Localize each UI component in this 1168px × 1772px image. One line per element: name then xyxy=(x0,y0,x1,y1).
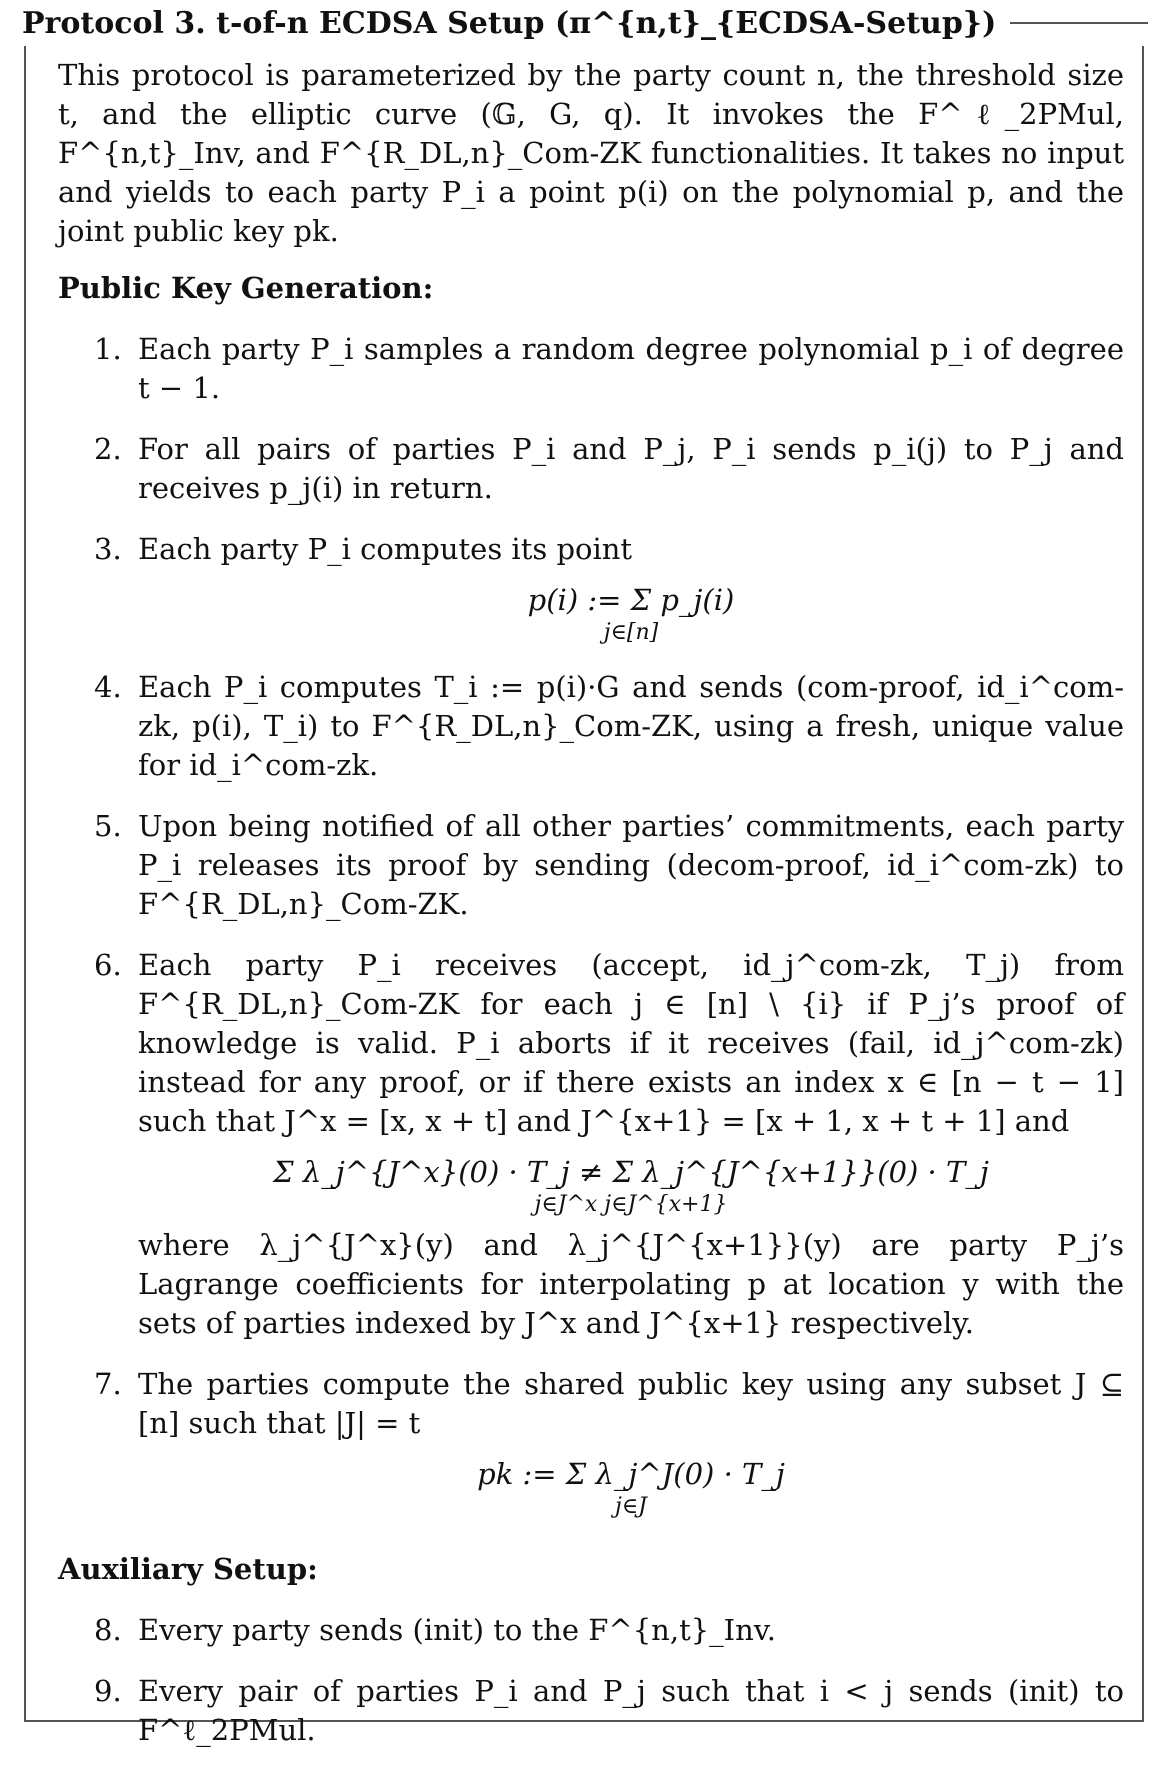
equation-public-key xyxy=(138,1455,1124,1520)
step-number: 9. xyxy=(94,1674,122,1708)
intro-paragraph: This protocol is parameterized by the party count n, the threshold size t, and the elliptic curve (𝔾, G, q). It invokes the F^ℓ_2PMul, F^{n,t}_Inv, and F^{R_DL,n}_Com-ZK functionalities. It takes no input and yields to each party P_i a point p(i) on the polynomial p, and the joint public key pk. xyxy=(58,58,1124,248)
equation: Σ λ_j^{J^x}(0) · T_j ≠ Σ λ_j^{J^{x+1}}(0) · T_j xyxy=(273,1155,989,1189)
equation: pk := Σ λ_j^J(0) · T_j xyxy=(477,1457,785,1491)
step-text: The parties compute the shared public key using any subset J ⊆ [n] such that |J| = t xyxy=(138,1367,1124,1440)
step-4 xyxy=(58,668,1124,785)
step-number: 5. xyxy=(94,809,122,843)
protocol-title: Protocol 3. t-of-n ECDSA Setup (π^{n,t}_{ECDSA-Setup}) xyxy=(22,6,1010,41)
title-rule xyxy=(1010,22,1148,24)
summation-index: j∈J^x j∈J^{x+1} xyxy=(534,1192,728,1217)
equation-lagrange-check xyxy=(138,1153,1124,1218)
summation-index: j∈[n] xyxy=(603,620,659,645)
summation-index: j∈J xyxy=(615,1494,647,1519)
protocol-body xyxy=(58,56,1124,1772)
title-row xyxy=(22,0,1148,46)
step-text: Each party P_i computes its point xyxy=(138,532,633,566)
equation-point xyxy=(138,581,1124,646)
step-number: 7. xyxy=(94,1367,122,1401)
step-7 xyxy=(58,1365,1124,1520)
step-5 xyxy=(58,807,1124,924)
section-heading-keygen: Public Key Generation: xyxy=(58,271,434,305)
step-number: 4. xyxy=(94,670,122,704)
step-3 xyxy=(58,530,1124,646)
step-text: Each P_i computes T_i := p(i)·G and sends (com-proof, id_i^com-zk, p(i), T_i) to F^{R_DL,n}_Com-ZK, using a fresh, unique value for id_i^com-zk. xyxy=(138,670,1124,782)
step-2 xyxy=(58,430,1124,508)
keygen-steps xyxy=(58,330,1124,1520)
equation: p(i) := Σ p_j(i) xyxy=(527,583,735,617)
aux-steps xyxy=(58,1611,1124,1750)
step-text: Each party P_i receives (accept, id_j^com-zk, T_j) from F^{R_DL,n}_Com-ZK for each j ∈ [n] \ {i} if P_j’s proof of knowledge is valid. P_i aborts if it receives (fail, id_j^com-zk) instead for any proof, or if there exists an index x ∈ [n − t − 1] such that J^x = [x, x + t] and J^{x+1} = [x + 1, x + t + 1] and xyxy=(138,948,1124,1138)
step-number: 6. xyxy=(94,948,122,982)
step-text: Each party P_i samples a random degree polynomial p_i of degree t − 1. xyxy=(138,332,1124,405)
section-heading-aux: Auxiliary Setup: xyxy=(58,1552,318,1586)
step-text: For all pairs of parties P_i and P_j, P_i sends p_i(j) to P_j and receives p_j(i) in return. xyxy=(138,432,1124,505)
step-text: Every party sends (init) to the F^{n,t}_Inv. xyxy=(138,1613,776,1647)
step-number: 8. xyxy=(94,1613,122,1647)
step-9 xyxy=(58,1672,1124,1750)
step-number: 1. xyxy=(94,332,122,366)
step-8 xyxy=(58,1611,1124,1650)
step-1 xyxy=(58,330,1124,408)
step-text: Upon being notified of all other parties’ commitments, each party P_i releases its proof by sending (decom-proof, id_i^com-zk) to F^{R_DL,n}_Com-ZK. xyxy=(138,809,1124,921)
step-number: 2. xyxy=(94,432,122,466)
step-6 xyxy=(58,946,1124,1343)
step-text: Every pair of parties P_i and P_j such that i < j sends (init) to F^ℓ_2PMul. xyxy=(138,1674,1124,1747)
step-text-continued: where λ_j^{J^x}(y) and λ_j^{J^{x+1}}(y) are party P_j’s Lagrange coefficients for interpolating p at location y with the sets of parties indexed by J^x and J^{x+1} respectively. xyxy=(138,1228,1124,1340)
step-number: 3. xyxy=(94,532,122,566)
